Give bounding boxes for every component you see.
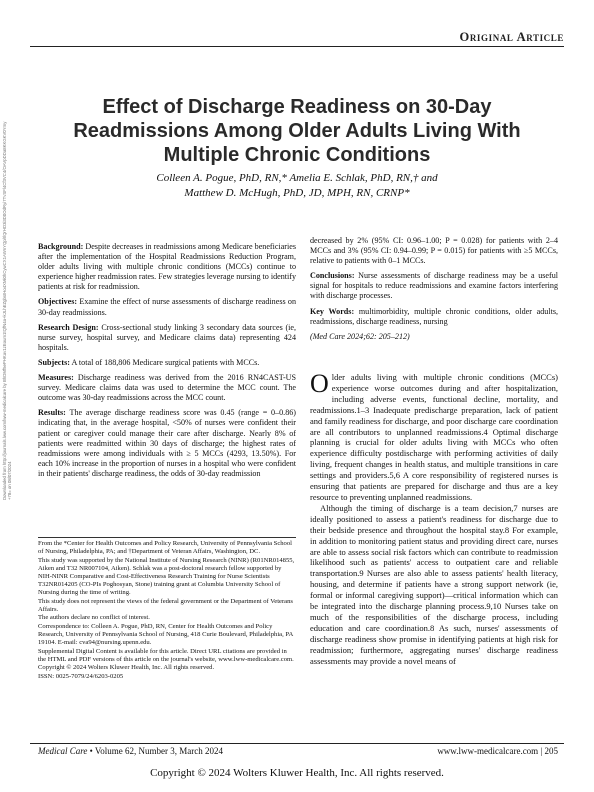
footer-divider	[30, 743, 564, 744]
footer-journal-info	[38, 746, 223, 757]
citation-line: (Med Care 2024;62: 205–212)	[310, 331, 410, 341]
abstract-results-continued: decreased by 2% (95% CI: 0.96–1.00; P = 0.028) for patients with 2–4 MCCs and 3% (95% CI: 0.94–0.99; P = 0.015) for patients with ≥5 MCCs, relative to patients with 0–1 MCCs.	[310, 236, 558, 266]
note-disclaimer: This study does not represent the views of the federal government or the Department of Veterans Affairs.	[38, 597, 293, 613]
author-list	[60, 171, 534, 201]
note-copyright: Copyright © 2024 Wolters Kluwer Health, Inc. All rights reserved.	[38, 664, 215, 672]
abstract-measures: Measures: Discharge readiness was derived from the 2016 RN4CAST-US survey. Medicare claims data was used to determine the MCC count. The outcome was 30-day readmissions across the MCC count.	[38, 373, 296, 403]
page-number: 205	[544, 746, 558, 756]
notes-divider	[38, 537, 296, 538]
issue-info: • Volume 62, Number 3, March 2024	[87, 746, 223, 756]
abstract-objectives: Objectives: Examine the effect of nurse assessments of discharge readiness on 30-day readmissions.	[38, 297, 296, 317]
abstract-conclusions: Conclusions: Nurse assessments of discharge readiness may be a useful signal for hospitals to reduce readmissions and examine factors interfering with discharge processes.	[310, 271, 558, 301]
note-supplemental: Supplemental Digital Content is available for this article. Direct URL citations are provided in the HTML and PDF versions of this article on the journal's website, www.lww-medicalcare.com.	[38, 647, 294, 663]
author-notes	[38, 540, 296, 682]
abstract-background: Background: Despite decreases in readmissions among Medicare beneficiaries after the implementation of the Hospital Readmissions Reduction Program, older adults living with multiple chronic conditions (MCCs) continue to experience higher readmission rates. Few strategies leverage nursing to identify patients at risk for readmission.	[38, 242, 297, 292]
abstract-column-left	[38, 242, 296, 484]
footer-right: www.lww-medicalcare.com | 205	[437, 746, 558, 756]
article-title: Effect of Discharge Readiness on 30-Day Readmissions Among Older Adults Living With Multiple Chronic Conditions	[73, 96, 521, 166]
copyright-notice: Copyright © 2024 Wolters Kluwer Health, Inc. All rights reserved.	[150, 767, 444, 779]
download-watermark: Downloaded from http://journals.lww.com/lww-medicalcare by BhDMf5ePHKav1zEoum1tQfN4a+kJLhEZgbsIHo4XMi0hCywCX1AWnYQp/IlQrHD3i3D0OdRyi7TvSFl4Cf3VC4/OAVpDDa8KKGKV0Ymy+78= on 08/07/2024	[2, 121, 12, 500]
header-divider	[30, 46, 564, 47]
body-paragraph-1: Older adults living with multiple chronic conditions (MCCs) experience worse outcomes during and after hospitalization, including adverse events, functional decline, mortality, and readmissions.1–3 Inadequate predischarge preparation, lack of patient and family readiness for discharge, and poor discharge care coordination are all contributors to unplanned readmissions.4 Optimal discharge planning is crucial for older adults living with MCCs who often experience difficulty postdischarge with performing activities of daily living, frequent changes in health status, and multiple transitions in care settings and providers.5,6 A core responsibility of registered nurses is ensuring that patients are prepared for discharge and thus are a key resource to preventing unplanned readmissions.	[310, 369, 558, 502]
body-paragraph-2: Although the timing of discharge is a team decision,7 nurses are ideally positioned to assess a patient's readiness for discharge due to their bedside presence and throughout the hospital stay.8 For example, in addition to monitoring patient status and providing direct care, nurses are able to assess social risk factors which can contribute to readmission likelihood such as patients' access to outpatient care and reliable transportation.9 Nurses are also able to assess patients' health literacy, housing, and determine if patients have a strong support network (ie, formal or informal caregiving support)—critical information which can be integrated into the discharge planning process.9,10 Nurses take on much of the responsibilities of the discharge process, including education and care coordination.8 As such, nurses' assessments of discharge readiness show promise in identifying patients at high risk for readmission; furthermore, aggregating nurses' discharge readiness assessments may provide a novel means of	[310, 502, 558, 666]
abstract-results: Results: The average discharge readiness score was 0.45 (range = 0–0.86) indicating that, in the average hospital, <50% of nurses were confident their patient or caregiver could manage their care after discharge. Nearly 8% of patients were readmitted within 30 days of discharge; the highest rates of readmissions were among individuals with ≥ 5 MCCs (4293, 13.50%). For each 10% increase in the proportion of nurses in a hospital who were confident in their patients' discharge readiness, the odds of 30-day readmission	[38, 408, 296, 478]
abstract-design: Research Design: Cross-sectional study linking 3 secondary data sources (ie, nurse survey, hospital survey, and Medicare claims data) representing 424 hospitals.	[38, 322, 297, 352]
note-affiliations: From the *Center for Health Outcomes and Policy Research, University of Pennsylvania School of Nursing, Philadelphia, PA; and †Department of Veteran Affairs, Washington, DC.	[38, 540, 292, 556]
authors-line-1: Colleen A. Pogue, PhD, RN,* Amelia E. Schlak, PhD, RN,† and	[156, 172, 438, 184]
note-conflict: The authors declare no conflict of interest.	[38, 614, 150, 622]
abstract-keywords: Key Words: multimorbidity, multiple chronic conditions, older adults, readmissions, discharge readiness, nursing	[310, 306, 558, 326]
journal-url: www.lww-medicalcare.com	[437, 746, 539, 756]
note-funding: This study was supported by the National Institute of Nursing Research (NINR) (R01NR014855, Aiken and T32 NR007104, Aiken). Schlak was a post-doctoral research fellow supported by NIH-NINR Comparative and Cost-Effectiveness Research Training for Nurse Scientists T32NR014205 (CO-PIs Poghosyan, Stone) training grant at Columbia University School of Nursing during the time of writing.	[38, 556, 295, 597]
body-text	[310, 369, 558, 666]
note-issn: ISSN: 0025-7079/24/6203-0205	[38, 673, 124, 680]
section-label: Original Article	[459, 30, 564, 44]
abstract-column-right	[310, 236, 558, 347]
note-correspondence: Correspondence to: Colleen A. Pogue, PhD, RN, Center for Health Outcomes and Policy Research, University of Pennsylvania School of Nursing, 418 Curie Boulevard, Philadelphia, PA 19104. E-mail: cva94@nursing.upenn.edu.	[38, 622, 293, 647]
drop-cap: O	[310, 369, 329, 398]
authors-line-2: Matthew D. McHugh, PhD, JD, MPH, RN, CRNP*	[184, 187, 410, 199]
abstract-subjects: Subjects: A total of 188,806 Medicare surgical patients with MCCs.	[38, 357, 260, 367]
journal-name: Medical Care	[38, 746, 88, 756]
